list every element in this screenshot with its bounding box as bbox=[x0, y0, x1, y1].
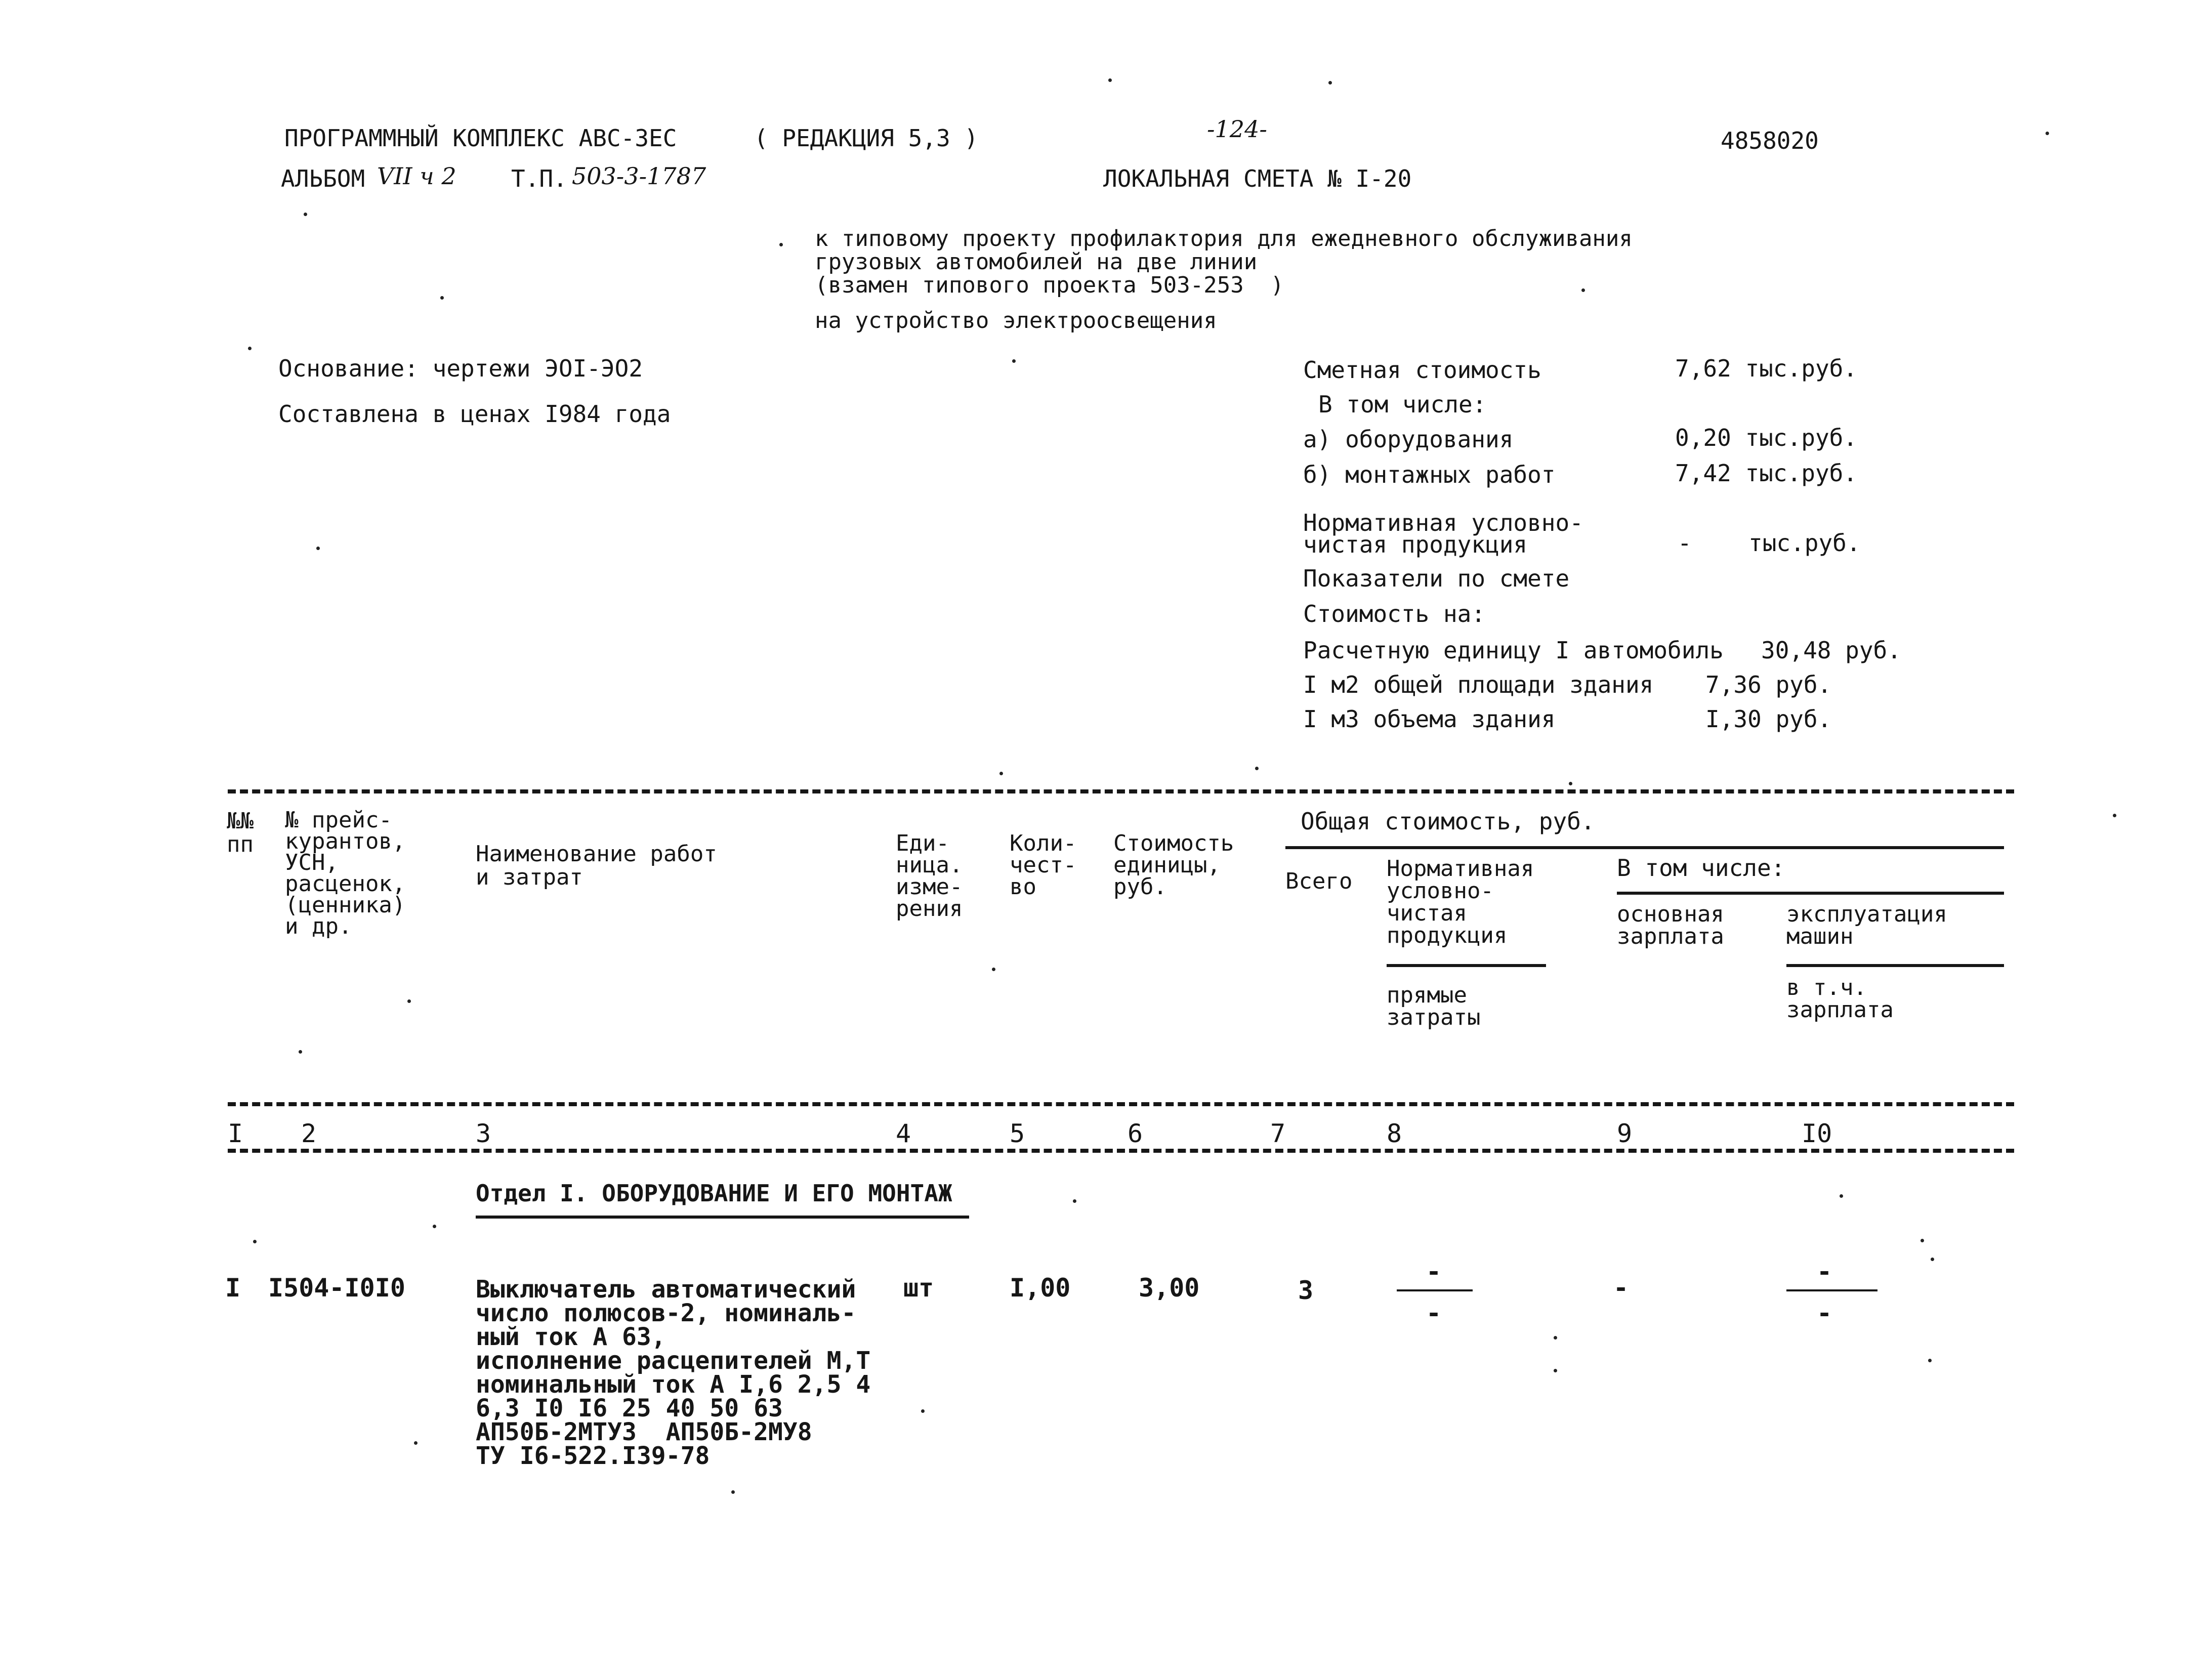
header-total-cost: Общая стоимость, руб. bbox=[1301, 808, 1595, 835]
scan-speck bbox=[1328, 81, 1332, 85]
subject-line-1: к типовому проекту профилактория для ежедневного обслуживания bbox=[815, 226, 1633, 252]
row-1-col10-fraction-line bbox=[1786, 1289, 1877, 1291]
col-8-rule bbox=[1387, 964, 1546, 967]
scan-speck bbox=[440, 296, 444, 300]
row-1-col10-top: - bbox=[1817, 1257, 1832, 1286]
cost-for-label: Стоимость на: bbox=[1303, 600, 1486, 627]
scan-speck bbox=[1554, 1369, 1557, 1372]
column-number-5: 5 bbox=[1010, 1119, 1025, 1148]
header-col-7: Всего bbox=[1285, 868, 1353, 894]
row-1-col8-bottom: - bbox=[1426, 1299, 1442, 1328]
row-1-col10-bottom: - bbox=[1817, 1299, 1832, 1328]
including-rule bbox=[1617, 892, 2004, 895]
scan-speck bbox=[1840, 1194, 1843, 1198]
estimated-cost-value: 7,62 тыс.руб. bbox=[1675, 355, 1858, 382]
row-1-unit-price: 3,00 bbox=[1139, 1273, 1200, 1303]
equipment-value: 0,20 тыс.руб. bbox=[1675, 424, 1858, 451]
scan-speck bbox=[1012, 359, 1016, 363]
per-m3-value: I,30 руб. bbox=[1705, 705, 1832, 733]
installation-value: 7,42 тыс.руб. bbox=[1675, 459, 1858, 487]
per-unit-value: 30,48 руб. bbox=[1761, 637, 1901, 664]
column-number-1: I bbox=[228, 1119, 243, 1148]
row-1-quantity: I,00 bbox=[1010, 1273, 1071, 1303]
scan-speck bbox=[731, 1490, 735, 1494]
col-10-rule bbox=[1786, 964, 2004, 967]
header-col-8: Нормативная условно- чистая продукция bbox=[1387, 856, 1534, 948]
per-m2-label: I м2 общей площади здания bbox=[1303, 671, 1654, 698]
column-number-8: 8 bbox=[1387, 1119, 1402, 1148]
header-col-5: Коли- чест- во bbox=[1010, 830, 1077, 900]
scan-speck bbox=[1581, 288, 1585, 292]
header-col-4: Еди- ница. изме- рения bbox=[896, 830, 963, 922]
scan-speck bbox=[921, 1409, 925, 1413]
scan-speck bbox=[414, 1441, 418, 1445]
header-bottom-rule bbox=[228, 1102, 2014, 1106]
section-title-underline bbox=[476, 1216, 969, 1219]
equipment-label: а) оборудования bbox=[1303, 426, 1514, 453]
scan-speck bbox=[2046, 132, 2049, 135]
row-1-total: 3 bbox=[1298, 1276, 1314, 1305]
column-number-10: I0 bbox=[1802, 1119, 1832, 1148]
nncp-dash: - bbox=[1678, 529, 1692, 557]
scan-speck bbox=[1921, 1239, 1924, 1242]
tp-handwritten: 503-3-1787 bbox=[572, 162, 706, 190]
column-number-2: 2 bbox=[301, 1119, 317, 1148]
album-handwritten: VII ч 2 bbox=[377, 162, 456, 190]
per-m2-value: 7,36 руб. bbox=[1705, 671, 1832, 698]
section-title: Отдел I. ОБОРУДОВАНИЕ И ЕГО МОНТАЖ bbox=[476, 1180, 952, 1207]
column-number-6: 6 bbox=[1128, 1119, 1143, 1148]
scan-speck bbox=[999, 772, 1003, 775]
scan-speck bbox=[1554, 1336, 1557, 1340]
scan-speck bbox=[1569, 782, 1572, 785]
total-cost-rule bbox=[1285, 846, 2004, 849]
scan-speck bbox=[779, 243, 783, 246]
row-1-name: Выключатель автоматический число полюсов-2, номиналь- ный ток А 63, исполнение расцепителей М,Т номинальный ток А I,6 2,5 4 6,3 I0 I6 25 40 50 63 АП50Б-2МТУЗ АП50Б-2МУ8 ТУ I6-522.I39-78 bbox=[476, 1275, 871, 1470]
column-number-4: 4 bbox=[896, 1119, 911, 1148]
per-m3-label: I м3 объема здания bbox=[1303, 705, 1556, 733]
column-number-3: 3 bbox=[476, 1119, 491, 1148]
edition: ( РЕДАКЦИЯ 5,3 ) bbox=[754, 124, 979, 152]
row-1-col9: - bbox=[1613, 1273, 1629, 1303]
column-number-7: 7 bbox=[1270, 1119, 1286, 1148]
scan-speck bbox=[433, 1225, 436, 1228]
document-number: 4858020 bbox=[1721, 127, 1819, 154]
subject-line-4: на устройство электроосвещения bbox=[815, 308, 1217, 333]
estimate-title: ЛОКАЛЬНАЯ СМЕТА № I-20 bbox=[1103, 165, 1412, 192]
column-numbers-rule bbox=[228, 1149, 2014, 1153]
scan-speck bbox=[1928, 1359, 1932, 1362]
scan-speck bbox=[316, 547, 320, 550]
installation-label: б) монтажных работ bbox=[1303, 461, 1556, 488]
estimated-cost-label: Сметная стоимость bbox=[1303, 356, 1541, 384]
scan-speck bbox=[2113, 814, 2116, 817]
header-col-6: Стоимость единицы, руб. bbox=[1113, 830, 1234, 900]
nncp-label-2: чистая продукция bbox=[1303, 531, 1528, 558]
scan-speck bbox=[1073, 1199, 1076, 1203]
header-col-2: № прейс- курантов, УСН, расценок, (ценника) и др. bbox=[285, 807, 406, 939]
header-col-3: Наименование работ и затрат bbox=[476, 841, 717, 890]
table-top-rule bbox=[228, 789, 2014, 793]
row-1-code: I504-I0I0 bbox=[268, 1273, 405, 1303]
scan-speck bbox=[1255, 767, 1259, 770]
album-label: АЛЬБОМ bbox=[281, 165, 365, 192]
scan-speck bbox=[992, 968, 995, 971]
header-col-1: №№ пп bbox=[227, 808, 254, 857]
page-mark: -124- bbox=[1207, 115, 1267, 143]
scan-speck bbox=[299, 1050, 302, 1054]
header-col-10-sub: в т.ч. зарплата bbox=[1786, 975, 1894, 1023]
indicators-label: Показатели по смете bbox=[1303, 565, 1570, 592]
row-1-col8-top: - bbox=[1426, 1257, 1442, 1286]
nncp-label-1: Нормативная условно- bbox=[1303, 509, 1583, 536]
column-number-9: 9 bbox=[1617, 1119, 1633, 1148]
scan-speck bbox=[1931, 1258, 1934, 1261]
row-1-unit: шт bbox=[903, 1273, 934, 1303]
program-name: ПРОГРАММНЫЙ КОМПЛЕКС АВС-ЗЕС bbox=[284, 124, 677, 152]
subject-line-2: грузовых автомобилей на две линии bbox=[815, 249, 1258, 275]
row-1-col8-fraction-line bbox=[1397, 1289, 1473, 1291]
scan-speck bbox=[304, 213, 307, 216]
header-including: В том числе: bbox=[1617, 854, 1785, 882]
scan-speck bbox=[253, 1240, 257, 1243]
scan-speck bbox=[1108, 78, 1112, 82]
header-col-8-sub: прямые затраты bbox=[1387, 982, 1481, 1030]
including-label: В том числе: bbox=[1318, 391, 1487, 418]
header-col-10: эксплуатация машин bbox=[1786, 901, 1947, 949]
header-col-9: основная зарплата bbox=[1617, 901, 1724, 949]
scan-speck bbox=[407, 999, 411, 1003]
tp-label: Т.П. bbox=[511, 165, 567, 192]
subject-line-3: (взамен типового проекта 503-253 ) bbox=[815, 272, 1284, 298]
per-unit-label: Расчетную единицу I автомобиль bbox=[1303, 637, 1724, 664]
row-1-number: I bbox=[225, 1273, 241, 1303]
scan-speck bbox=[248, 347, 252, 350]
basis-foundation: Основание: чертежи ЭОI-ЭО2 bbox=[278, 355, 643, 382]
nncp-unit: тыс.руб. bbox=[1748, 529, 1861, 557]
basis-prices: Составлена в ценах I984 года bbox=[278, 400, 671, 428]
